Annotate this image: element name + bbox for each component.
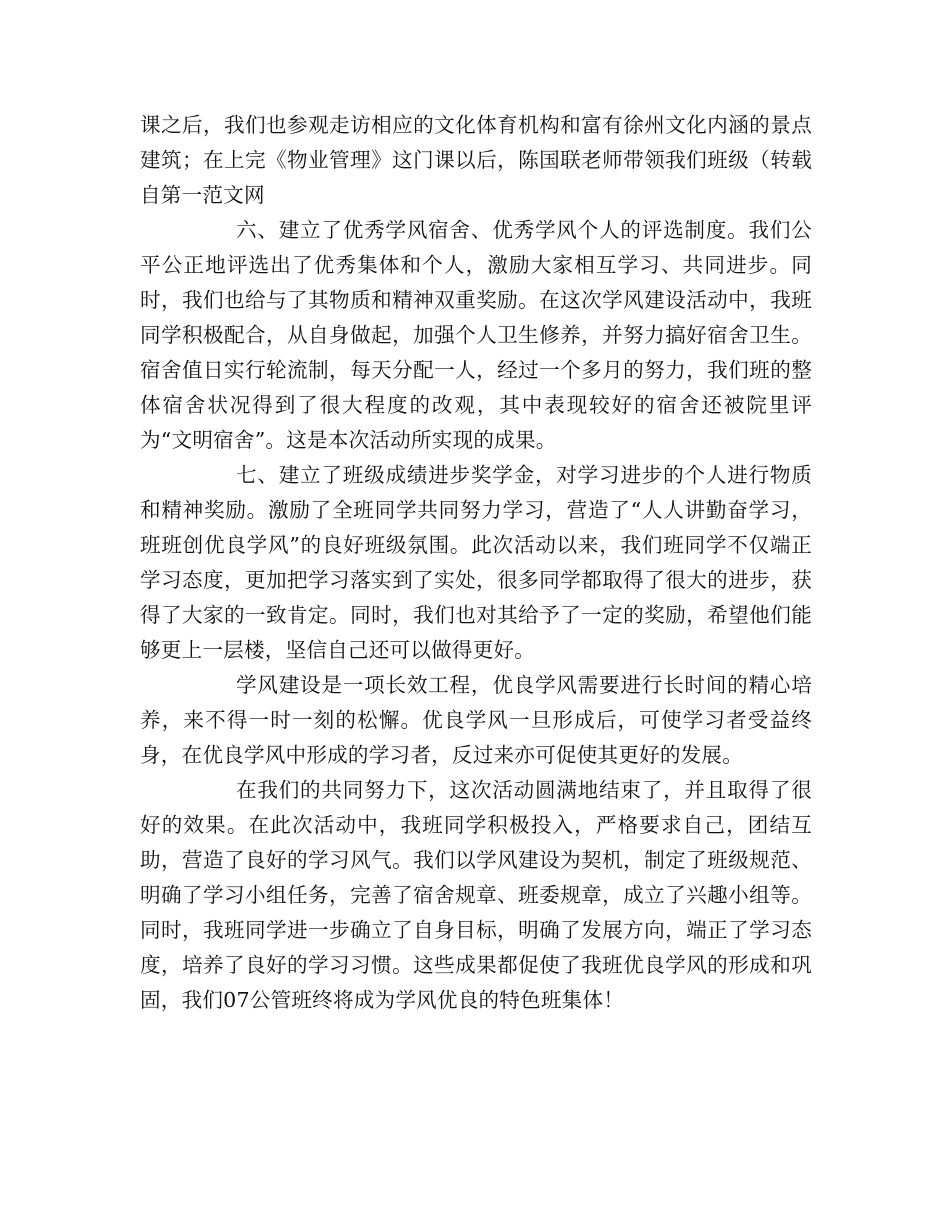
paragraph-section-six: 六、建立了优秀学风宿舍、优秀学风个人的评选制度。我们公平公正地评选出了优秀集体和个人，激励大家相互学习、共同进步。同时，我们也给与了其物质和精神双重奖励。在这次学风建设活动中，我班同学积极配合，从自身做起，加强个人卫生修养，并努力搞好宿舍卫生。宿舍值日实行轮流制，每天分配一人，经过一个多月的努力，我们班的整体宿舍状况得到了很大程度的改观，其中表现较好的宿舍还被院里评为“文明宿舍”。这是本次活动所实现的成果。 <box>140 218 812 452</box>
paragraph-study-style: 学风建设是一项长效工程，优良学风需要进行长时间的精心培养，来不得一时一刻的松懈。优良学风一旦形成后，可使学习者受益终身，在优良学风中形成的学习者，反过来亦可促使其更好的发展。 <box>140 673 812 767</box>
paragraph-continued: 课之后，我们也参观走访相应的文化体育机构和富有徐州文化内涵的景点建筑；在上完《物业管理》这门课以后，陈国联老师带领我们班级（转载自第一范文网 <box>140 113 812 207</box>
paragraph-section-seven: 七、建立了班级成绩进步奖学金，对学习进步的个人进行物质和精神奖励。激励了全班同学共同努力学习，营造了“人人讲勤奋学习，班班创优良学风”的良好班级氛围。此次活动以来，我们班同学不仅端正学习态度，更加把学习落实到了实处，很多同学都取得了很大的进步，获得了大家的一致肯定。同时，我们也对其给予了一定的奖励，希望他们能够更上一层楼，坚信自己还可以做得更好。 <box>140 463 812 662</box>
paragraph-conclusion: 在我们的共同努力下，这次活动圆满地结束了，并且取得了很好的效果。在此次活动中，我班同学积极投入，严格要求自己，团结互助，营造了良好的学习风气。我们以学风建设为契机，制定了班级规范、明确了学习小组任务，完善了宿舍规章、班委规章，成立了兴趣小组等。同时，我班同学进一步确立了自身目标，明确了发展方向，端正了学习态度，培养了良好的学习习惯。这些成果都促使了我班优良学风的形成和巩固，我们07公管班终将成为学风优良的特色班集体！ <box>140 778 812 1012</box>
document-body <box>140 108 812 1018</box>
